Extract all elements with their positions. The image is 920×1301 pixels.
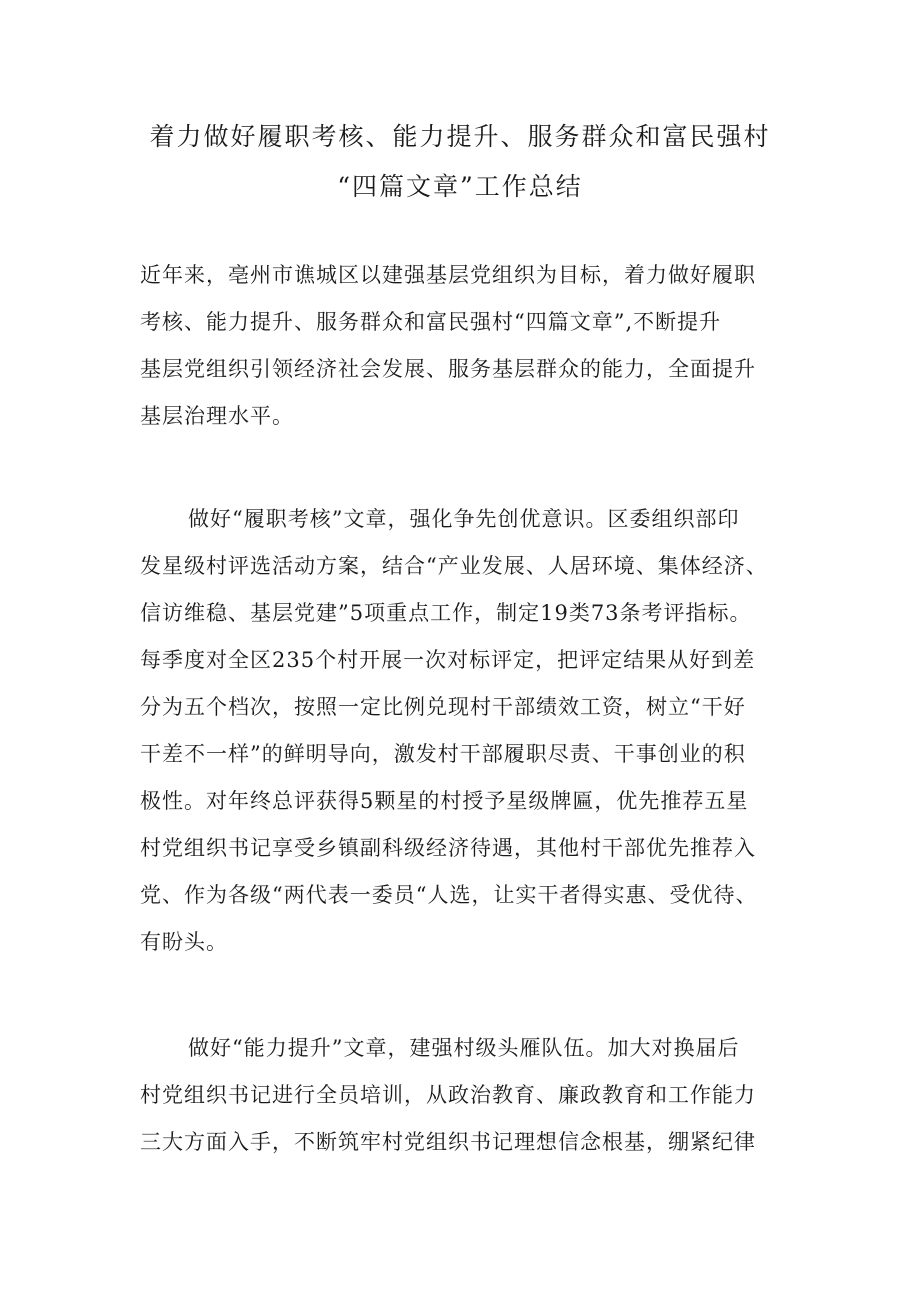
paragraph-line: 做好“履职考核”文章，强化争先创优意识。区委组织部印 xyxy=(188,507,740,531)
paragraph-intro xyxy=(140,252,790,440)
document-title xyxy=(0,112,920,212)
paragraph-line: 每季度对全区235个村开展一次对标评定，把评定结果从好到差 xyxy=(140,648,756,672)
paragraph-line: 极性。对年终总评获得5颗星的村授予星级牌匾，优先推荐五星 xyxy=(140,789,749,813)
paragraph-line: 考核、能力提升、服务群众和富民强村“四篇文章”,不断提升 xyxy=(140,310,722,334)
paragraph-line: 做好“能力提升”文章，建强村级头雁队伍。加大对换届后 xyxy=(188,1036,740,1060)
paragraph-line: 发星级村评选活动方案，结合“产业发展、人居环境、集体经济、 xyxy=(140,554,768,578)
paragraph-line: 近年来，亳州市谯城区以建强基层党组织为目标，着力做好履职 xyxy=(140,263,756,287)
paragraph-line: 基层党组织引领经济社会发展、服务基层群众的能力，全面提升 xyxy=(140,357,756,381)
title-line-1: 着力做好履职考核、能力提升、服务群众和富民强村 xyxy=(149,122,771,151)
paragraph-line: 信访维稳、基层党建”5项重点工作，制定19类73条考评指标。 xyxy=(140,601,752,625)
paragraph-line: 基层治理水平。 xyxy=(140,404,294,428)
paragraph-line: 分为五个档次，按照一定比例兑现村干部绩效工资，树立“干好 xyxy=(140,695,746,719)
paragraph-line: 三大方面入手，不断筑牢村党组织书记理想信念根基，绷紧纪律 xyxy=(140,1130,756,1154)
paragraph-performance-assessment xyxy=(140,496,790,966)
paragraph-capability-improvement xyxy=(140,1025,790,1166)
paragraph-line: 有盼头。 xyxy=(140,930,228,954)
title-line-2: “四篇文章”工作总结 xyxy=(337,172,583,201)
paragraph-line: 党、作为各级“两代表一委员“人选，让实干者得实惠、受优待、 xyxy=(140,883,758,907)
paragraph-line: 村党组织书记进行全员培训，从政治教育、廉政教育和工作能力 xyxy=(140,1083,756,1107)
paragraph-line: 干差不一样”的鲜明导向，激发村干部履职尽责、干事创业的积 xyxy=(140,742,746,766)
paragraph-line: 村党组织书记享受乡镇副科级经济待遇，其他村干部优先推荐入 xyxy=(140,836,756,860)
